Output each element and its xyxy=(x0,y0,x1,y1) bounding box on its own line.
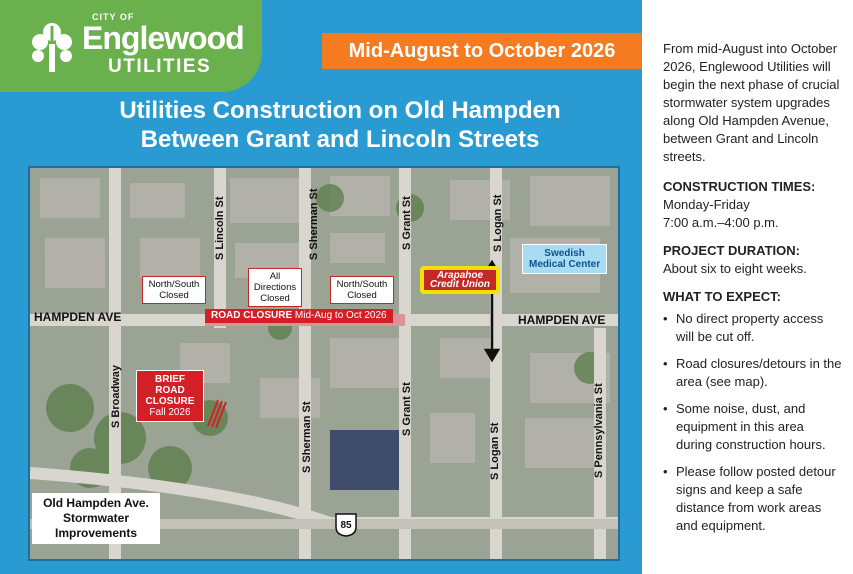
brief-line: BRIEF ROAD xyxy=(155,374,185,396)
expect-item: • Some noise, dust, and equipment in this area during construction hours. xyxy=(663,400,843,454)
brief-line: CLOSURE xyxy=(145,396,195,407)
road-closure-main: ROAD CLOSURE xyxy=(211,310,293,321)
street-label-logan-bottom: S Logan St xyxy=(489,422,501,480)
road-closure-dates: Mid-Aug to Oct 2026 xyxy=(294,310,387,321)
title-line-2: Between Grant and Lincoln Streets xyxy=(140,126,540,153)
tree-logo-icon xyxy=(30,18,74,74)
road-closure-label xyxy=(205,309,393,323)
sign-line: Closed xyxy=(347,290,377,301)
sign-line: Directions xyxy=(253,282,297,293)
title-line-1: Utilities Construction on Old Hampden xyxy=(119,97,561,124)
sign-all-directions-closed xyxy=(248,268,302,307)
street-label-logan-top: S Logan St xyxy=(492,194,504,252)
project-line: Improvements xyxy=(54,526,138,540)
street-label-lincoln: S Lincoln St xyxy=(214,196,226,260)
sign-north-south-closed-2 xyxy=(330,276,394,304)
project-label xyxy=(32,493,160,544)
construction-map xyxy=(28,166,620,561)
arapahoe-credit-union-sign xyxy=(420,266,500,294)
street-label-hampden-right: HAMPDEN AVE xyxy=(518,313,606,327)
street-label-sherman-bottom: S Sherman St xyxy=(301,401,313,473)
brand-name: Englewood xyxy=(82,20,244,56)
expect-item: • Road closures/detours in the area (see map). xyxy=(663,355,843,391)
expect-heading: WHAT TO EXPECT: xyxy=(663,289,781,304)
expect-item: • Please follow posted detour signs and keep a safe distance from work areas and equipment. xyxy=(663,463,843,535)
brief-road-closure-label xyxy=(136,370,204,422)
sign-north-south-closed-1 xyxy=(142,276,206,304)
street-label-broadway: S Broadway xyxy=(110,365,122,428)
acu-logo xyxy=(424,270,496,290)
date-banner: Mid-August to October 2026 xyxy=(322,33,642,69)
sign-line: Closed xyxy=(159,290,189,301)
sign-line: North/South xyxy=(336,279,388,290)
swedish-line: Medical Center xyxy=(529,259,601,270)
brand-sub: UTILITIES xyxy=(108,56,212,77)
expect-item: • No direct property access will be cut off. xyxy=(663,310,843,346)
project-line: Old Hampden Ave. xyxy=(43,496,149,510)
page-title xyxy=(60,96,620,154)
city-of-label: CITY OF xyxy=(92,12,135,22)
englewood-utilities-logo xyxy=(0,0,262,92)
sign-line: All xyxy=(269,271,281,282)
expect-list xyxy=(663,310,843,535)
street-label-sherman-top: S Sherman St xyxy=(308,188,320,260)
sign-line: Closed xyxy=(260,293,290,304)
swedish-medical-center-label xyxy=(522,244,607,274)
info-sidebar xyxy=(663,40,843,544)
street-label-grant-top: S Grant St xyxy=(401,196,413,250)
street-label-pennsylvania: S Pennsylvania St xyxy=(593,383,605,478)
acu-line: Arapahoe xyxy=(436,270,484,281)
sign-line: North/South xyxy=(148,279,200,290)
brief-line: Fall 2026 xyxy=(149,407,191,418)
duration-text: About six to eight weeks. xyxy=(663,261,807,276)
times-hours: 7:00 a.m.–4:00 p.m. xyxy=(663,215,779,230)
swedish-line: Swedish xyxy=(544,248,585,259)
intro-text: From mid-August into October 2026, Englewood Utilities will begin the next phase of crucial stormwater system upgrades along Old Hampden Avenue, between Grant and Lincoln streets. xyxy=(663,41,840,164)
highway-number: 85 xyxy=(340,520,352,531)
duration-heading: PROJECT DURATION: xyxy=(663,243,800,258)
acu-line: Credit Union xyxy=(430,279,490,290)
times-days: Monday-Friday xyxy=(663,197,750,212)
street-label-grant-bottom: S Grant St xyxy=(401,382,413,436)
times-heading: CONSTRUCTION TIMES: xyxy=(663,179,816,194)
project-line: Stormwater xyxy=(62,511,130,525)
street-label-hampden-left: HAMPDEN AVE xyxy=(34,310,122,324)
highway-85-shield-icon xyxy=(335,513,357,537)
